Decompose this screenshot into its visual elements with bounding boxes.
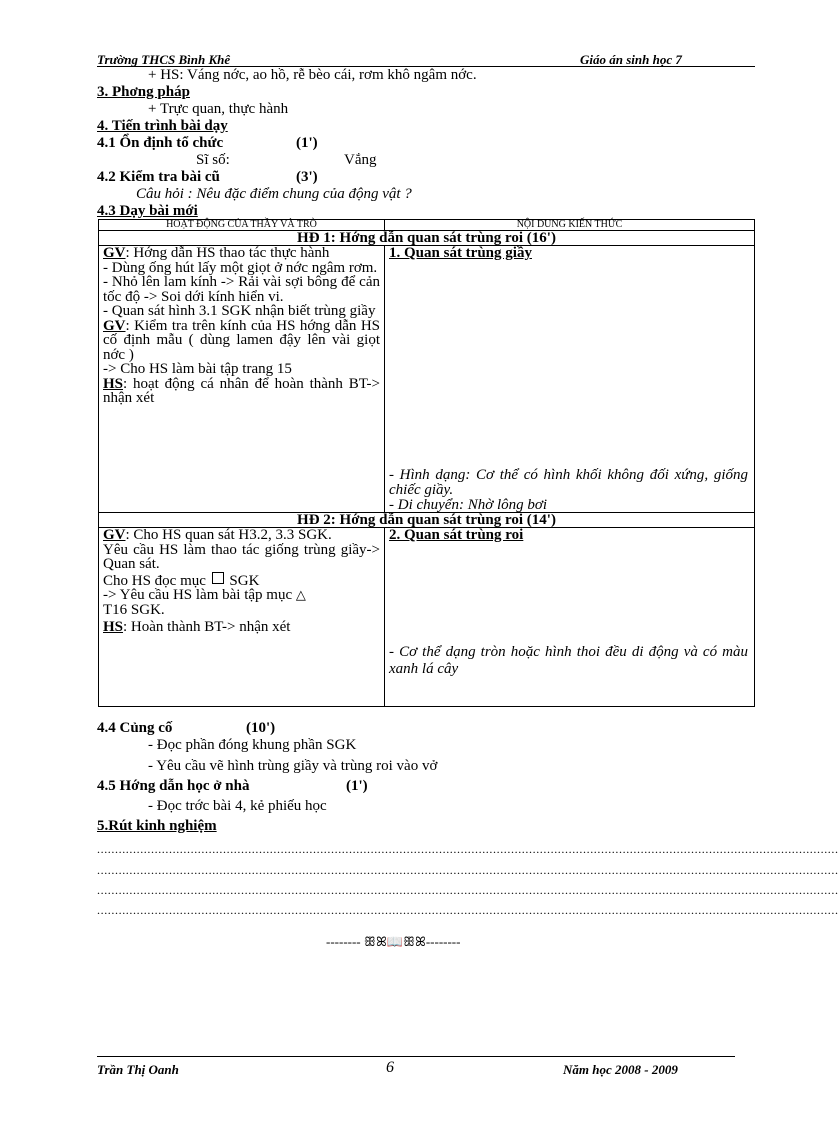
hd1-shape-note: - Hình dạng: Cơ thể có hình khối không đối xứng, giống chiếc giầy. — [389, 467, 748, 498]
hd1-hs-task: : hoạt động cá nhân để hoàn thành BT-> nhận xét — [103, 375, 380, 406]
materials-hs-line: + HS: Váng nớc, ao hồ, rễ bèo cái, rơm khô ngâm nớc. — [148, 67, 477, 83]
hd2-content-title: 2. Quan sát trùng roi — [389, 527, 524, 543]
section-4-title: 4. Tiến trình bài dạy — [97, 118, 228, 134]
hd2-step-1: Yêu cầu HS làm thao tác giống trùng giầy-> Quan sát. — [103, 541, 380, 572]
notes-line-3: .............................................................................................................................................................................................................. — [97, 883, 839, 897]
section-5-title: 5.Rút kinh nghiệm — [97, 818, 217, 834]
triangle-icon: △ — [295, 587, 306, 602]
footer-rule — [97, 1056, 735, 1057]
section-3-item: + Trực quan, thực hành — [148, 101, 289, 117]
section-4-4-title: 4.4 Củng cố — [97, 720, 173, 736]
section-4-1-title: 4.1 Ổn định tổ chức — [97, 135, 224, 151]
hd2-title: HĐ 2: Hớng dẫn quan sát trùng roi (14') — [99, 513, 755, 528]
review-question: Câu hỏi : Nêu đặc điểm chung của động vật ? — [136, 186, 412, 202]
square-icon — [212, 572, 224, 584]
hd2-exercise-text: -> Yêu cầu HS làm bài tập mục — [103, 587, 293, 603]
notes-line-1: .............................................................................................................................................................................................................. — [97, 842, 839, 856]
hd2-gv-instruction: : Cho HS quan sát H3.2, 3.3 SGK. — [125, 527, 332, 543]
column-header-activities: HOẠT ĐỘNG CỦA THẦY VÀ TRÒ — [99, 220, 385, 231]
hd2-exercise-page: T16 SGK. — [103, 601, 165, 618]
hd1-content-cell — [385, 246, 755, 513]
notes-line-2: .............................................................................................................................................................................................................. — [97, 863, 839, 877]
hd2-row — [99, 528, 755, 707]
footer-author: Trần Thị Oanh — [97, 1062, 179, 1077]
notes-line-4: .............................................................................................................................................................................................................. — [97, 903, 839, 917]
attendance-label: Sĩ số: — [196, 152, 230, 168]
hd2-read-sgk: SGK — [229, 572, 260, 589]
section-4-5-title: 4.5 Hớng dẫn học ở nhà — [97, 778, 250, 794]
hd1-movement-note: - Di chuyển: Nhờ lông bơi — [389, 497, 548, 513]
hd1-gv-check: : Kiểm tra trên kính của HS hớng dẫn HS cố định mẫu ( dùng lamen đậy lên vài giọt nớc ) — [103, 317, 380, 363]
page-number: 6 — [386, 1059, 394, 1076]
section-3-title: 3. Phơng pháp — [97, 84, 190, 100]
section-4-5-item-1: - Đọc trớc bài 4, kẻ phiếu học — [148, 798, 327, 814]
section-4-3-title: 4.3 Dạy bài mới — [97, 203, 198, 219]
section-4-4-item-2: - Yêu cầu vẽ hình trùng giầy và trùng roi vào vở — [148, 758, 438, 774]
hd1-title: HĐ 1: Hớng dẫn quan sát trùng roi (16') — [99, 231, 755, 246]
hd1-step-3: - Quan sát hình 3.1 SGK nhận biết trùng giầy — [103, 303, 376, 319]
header-subject: Giáo án sinh học 7 — [580, 52, 682, 67]
ornament-divider: -------- ꕥꕤ📖ꕥꕤ-------- — [326, 934, 461, 949]
hd2-read-text: Cho HS đọc mục — [103, 572, 206, 589]
section-4-1-time: (1') — [296, 135, 318, 151]
hd2-shape-note: - Cơ thể dạng tròn hoặc hình thoi đều di động và có màu xanh lá cây — [389, 644, 748, 677]
header-school: Trường THCS Bình Khê — [97, 52, 231, 67]
section-4-4-time: (10') — [246, 720, 276, 736]
hd1-content-title: 1. Quan sát trùng giầy — [389, 245, 532, 261]
hs-label: HS — [103, 619, 124, 635]
section-4-4-item-1: - Đọc phần đóng khung phần SGK — [148, 737, 357, 753]
hd1-step-1: - Dùng ống hút lấy một giọt ở nớc ngâm rơm. — [103, 259, 378, 276]
column-header-content: NỘI DUNG KIẾN THỨC — [385, 220, 755, 231]
footer-school-year: Năm học 2008 - 2009 — [563, 1062, 678, 1077]
gv-label: GV — [103, 245, 126, 261]
hd2-hs-task: : Hoàn thành BT-> nhận xét — [123, 619, 291, 635]
lesson-table — [98, 219, 755, 707]
absent-label: Vắng — [344, 152, 377, 168]
section-4-5-time: (1') — [346, 778, 368, 794]
section-4-2-time: (3') — [296, 169, 318, 185]
hd1-row — [99, 246, 755, 513]
gv-label: GV — [103, 317, 126, 334]
hd2-activities-cell — [99, 528, 385, 707]
hs-label: HS — [103, 375, 124, 392]
hd1-activities-cell — [99, 246, 385, 513]
hd1-gv-instruction: : Hớng dẫn HS thao tác thực hành — [125, 245, 330, 261]
hd1-exercise: -> Cho HS làm bài tập trang 15 — [103, 361, 292, 377]
gv-label: GV — [103, 527, 126, 543]
hd2-content-cell — [385, 528, 755, 707]
hd1-step-2: - Nhỏ lên lam kính -> Rải vài sợi bông để cản tốc độ -> Soi dới kính hiển vi. — [103, 274, 380, 305]
section-4-2-title: 4.2 Kiểm tra bài cũ — [97, 169, 220, 185]
